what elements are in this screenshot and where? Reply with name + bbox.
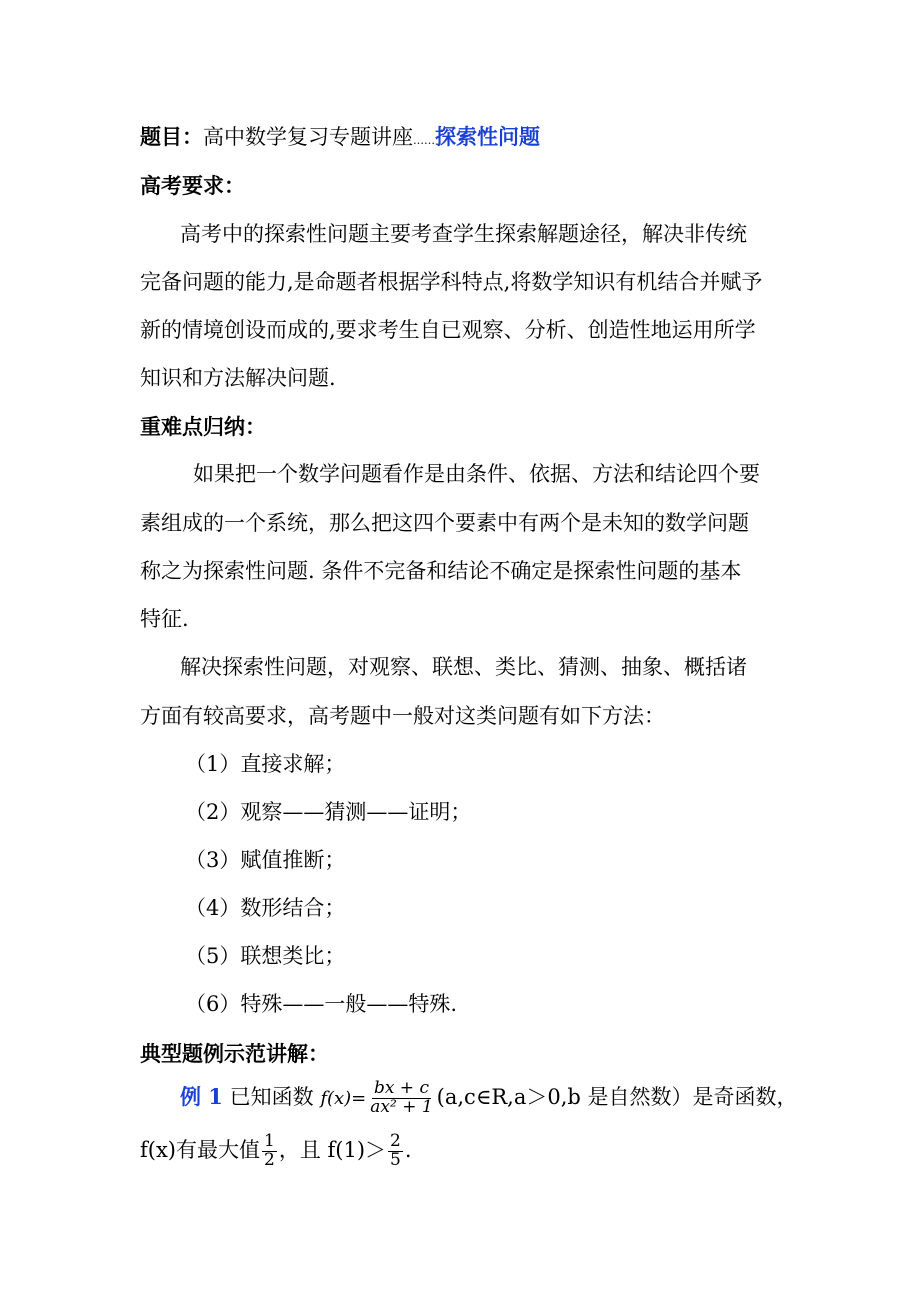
keypoints-line-4: 特征.: [140, 607, 189, 631]
example-1-line2-mid: ，且 f(1)＞: [278, 1137, 387, 1162]
bound-fraction: [388, 1133, 403, 1170]
fraction-numerator: bx + c: [373, 1078, 429, 1098]
title-text: 高中数学复习专题讲座: [203, 125, 413, 149]
fraction-denominator: ax² + 1: [370, 1096, 433, 1117]
bound-denominator: 5: [390, 1149, 401, 1170]
method-item: （6）特殊——一般——特殊.: [185, 992, 458, 1016]
keypoints-heading: 重难点归纳：: [140, 414, 266, 439]
requirement-line-3: 新的情境创设而成的,要求考生自已观察、分析、创造性地运用所学: [140, 318, 756, 342]
keypoints-line-1: 如果把一个数学问题看作是由条件、依据、方法和结论四个要: [193, 462, 760, 486]
method-item: （2）观察——猜测——证明；: [185, 800, 472, 824]
requirement-line-2: 完备问题的能力,是命题者根据学科特点,将数学知识有机结合并赋予: [140, 270, 763, 294]
requirement-line-1: 高考中的探索性问题主要考查学生探索解题途径，解决非传统: [180, 222, 747, 246]
requirement-line-4: 知识和方法解决问题.: [140, 366, 336, 390]
example-1-line2-end: .: [404, 1137, 412, 1162]
keypoints-line-2: 素组成的一个系统，那么把这四个要素中有两个是未知的数学问题: [140, 511, 749, 535]
keypoints-line-3: 称之为探索性问题. 条件不完备和结论不确定是探索性问题的基本: [140, 559, 742, 583]
function-fraction: [368, 1080, 434, 1117]
example-1-label: 例 1: [180, 1083, 223, 1109]
max-value-denominator: 2: [264, 1149, 275, 1170]
example-1-line-1: [180, 1080, 798, 1117]
requirement-heading: 高考要求：: [140, 173, 245, 198]
example-1-line2-start: f(x)有最大值: [140, 1137, 261, 1162]
example-1-condition: (a,c∈R,a＞0,b 是自然数）是奇函数，: [436, 1084, 798, 1109]
function-notation: f(x)=: [320, 1087, 367, 1109]
max-value-fraction: [262, 1133, 277, 1170]
method-item: （4）数形结合；: [185, 896, 346, 920]
example-1-intro: 已知函数: [229, 1084, 314, 1109]
method-item: （1）直接求解；: [185, 752, 346, 776]
title-label: 题目：: [140, 124, 203, 149]
document-title: [140, 126, 540, 148]
max-value-numerator: 1: [264, 1131, 275, 1151]
title-dash: ……: [413, 134, 435, 147]
bound-numerator: 2: [390, 1131, 401, 1151]
method-item: （3）赋值推断；: [185, 848, 346, 872]
method-item: （5）联想类比；: [185, 944, 346, 968]
example-1-line-2: [140, 1133, 412, 1170]
method-line-1: 解决探索性问题，对观察、联想、类比、猜测、抽象、概括诸: [180, 655, 747, 679]
examples-heading: 典型题例示范讲解：: [140, 1041, 329, 1066]
title-topic: 探索性问题: [435, 124, 540, 149]
method-line-2: 方面有较高要求，高考题中一般对这类问题有如下方法：: [140, 704, 665, 728]
